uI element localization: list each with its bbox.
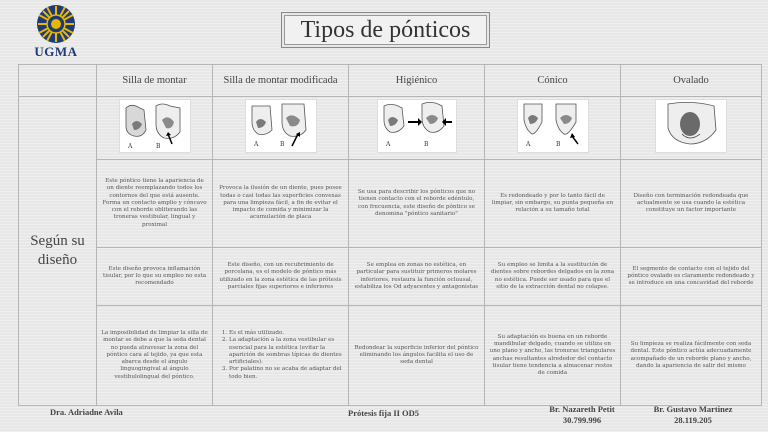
svg-text:A: A [253,141,258,148]
illustration-row [19,97,762,160]
svg-text:A: A [525,141,530,148]
cell-text: Es redondeado y por lo tanto fácil de limpiar, sin embargo, su punta pequeña en relación a su tamaño total [485,160,621,248]
description-row [19,160,762,248]
svg-text:B: B [279,141,284,148]
column-header: Ovalado [621,65,762,97]
cell-text: Este diseño provoca inflamación tisular, por lo que su empleo no esta recomendado [97,248,213,306]
column-header: Cónico [485,65,621,97]
cell-text: Diseño con terminación redondeada que actualmente se usa cuando la estética constituye un factor importante [621,160,762,248]
cell-text: Su limpieza se realiza fácilmente con seda dental. Este póntico actúa adecuadamente acompañado de un reborde plano y ancho, dando la apariencia de salir del mismo [621,306,762,406]
cell-text: El segmento de contacto con el tejido del póntico ovalado es claramente redondeado y se introduce en una concavidad del reborde [621,248,762,306]
column-header: Silla de montar modificada [213,65,349,97]
cell-text: Se usa para describir los pónticos que no tienen contacto con el reborde edéntulo, con frecuencia, este diseño de póntico se denomina "póntico sanitario" [349,160,485,248]
cell-list [213,306,349,406]
usage-row [19,248,762,306]
cell-text: Este póntico tiene la apariencia de un diente reemplazando todos los contornos del que está ausente. Forma un contacto amplio y cóncavo con el reborde obliterando las troneras vestibular, lingual y proximal [97,160,213,248]
illustration-cell [621,97,762,160]
logo-text: UGMA [34,44,78,59]
footer-author-1 [532,404,632,426]
author-name: Br. Gustavo Martinez [653,404,733,414]
saddle-pontic-illustration [119,99,191,153]
hygiene-row [19,306,762,406]
cell-text: Provoca la ilusión de un diente, pues posee todas o casi todas las superficies convexas para una limpieza fácil, a fin de evitar el impacto de comida y minimizar la acumulación de placa [213,160,349,248]
cell-text: Se emplea en zonas no estética, en particular para sustituir primeros molares inferiores, restaura la función ocluusal, estabiliza los Od adyacentes y antagonistas [349,248,485,306]
title-box [281,12,490,48]
pontic-table [18,64,762,406]
illustration-cell [485,97,621,160]
corner-cell [19,65,97,97]
footer-author-2 [640,404,746,426]
ugma-logo [30,4,82,64]
conical-pontic-illustration [517,99,589,153]
author-name: Br. Nazareth Petit [549,404,615,414]
column-header: Silla de montar [97,65,213,97]
column-header: Higiénico [349,65,485,97]
page-title: Tipos de pónticos [300,16,471,43]
svg-text:B: B [155,143,160,150]
author-id: 30.799.996 [562,415,602,425]
svg-text:A: A [385,141,390,148]
cell-text: Redondear la superficie inferior del póntico eliminando los ángulos facilita el uso de seda dental [349,306,485,406]
ovate-pontic-illustration [655,99,727,153]
author-id: 28.119.205 [674,415,712,425]
ugma-emblem-icon [36,4,76,44]
header-row [19,65,762,97]
illustration-cell [213,97,349,160]
modified-saddle-pontic-illustration [245,99,317,153]
hygienic-pontic-illustration [377,99,457,153]
list-item: 1. Es el más utilizado. [229,330,344,337]
cell-text: Este diseño, con un recubrimiento de porcelana, es el modelo de póntico más utilizado en la zona estética de las prótesis parciales fijas superiores e inferiores [213,248,349,306]
footer-instructor: Dra. Adriadne Avila [50,407,123,417]
cell-text: Su adaptación es buena en un reborde mandibular delgado, cuando se utiliza en uno plano y ancho, las troneras triangulares anchas resultantes alrededor del contacto tisular tiene tendencia a almacenar restos de comida [485,306,621,406]
svg-text:B: B [555,141,560,148]
illustration-cell [97,97,213,160]
illustration-cell [349,97,485,160]
svg-text:B: B [423,141,428,148]
list-item: 3. Por palatino no se acaba de adaptar del todo bien. [229,366,344,380]
footer-course: Prótesis fija II OD5 [348,408,420,418]
cell-text: Su empleo se limita a la sustitución de dientes sobre rebordes delgados en la zona no estética. Puede ser usado para que el sitio de la extracción dental no colapse. [485,248,621,306]
svg-text:A: A [127,143,132,150]
cell-text: La imposibilidad de limpiar la silla de montar se debe a que la seda dental no pueda atravesar la zona del póntico cara al tejido, ya que esta abarca desde el ángulo linguogingival al ángulo vestibulolingual del póntico. [97,306,213,406]
list-item: 2. La adaptación a la zona vestibular es esencial para la estética (evitar la aparición de sombras típicas de dientes artificiales). [229,337,344,366]
numbered-list [217,330,344,380]
row-header: Según su diseño [19,97,97,406]
